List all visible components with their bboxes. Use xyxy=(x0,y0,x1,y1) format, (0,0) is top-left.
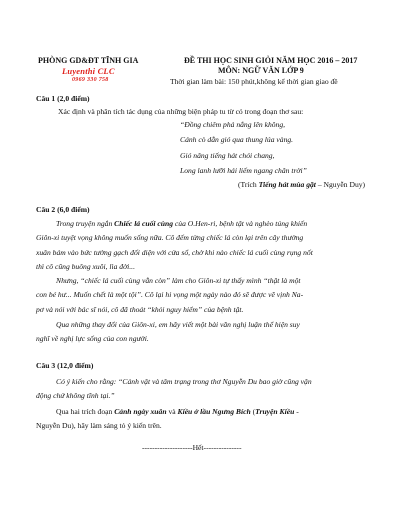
exam-page: PHÒNG GD&ĐT TĨNH GIA Luyenthi CLC 0969 330 758 ĐỀ THI HỌC SINH GIỎI NĂM HỌC 2016 – 2017 MÔN: NGỮ VĂN LỚP 9 Thời gian làm bài: 150 phút,không kể thời gian giao đề Câu 1 (2,0 điểm) Xác định và phân tích tác dụng của những biện pháp tu từ có trong đoạn thơ sau: “Đồng chiêm phả nắng lên không, Cánh cò dẫn gió qua thung lúa vàng. Gió nâng tiếng hát chói chang, Long lanh lưỡi hái liếm ngang chân trời” (Trích Tiếng hát mùa gặt – Nguyễn Duy) Câu 2 (6,0 điểm) Trong truyện ngắn Chiếc lá cuối cùng của O.Hen-ri, bệnh tật và nghèo túng khiến Giôn-xi tuyệt vọng không muốn sống nữa. Cô đếm từng chiếc lá còn lại trên cây thường xuân bám vào bức tường gạch đối diện với cửa sổ, chờ khi nào chiếc lá cuối cùng rụng nốt thì cô cũng buông xuôi, lìa đời... Nhưng, “chiếc lá cuối cùng vẫn còn” làm cho Giôn-xi tự thấy mình “thật là một con bé hư... Muốn chết là một tội”. Cô lại hi vọng một ngày nào đó sẽ được vẽ vịnh Na- pơ và nói với bác sĩ nói, cô đã thoát “khỏi nguy hiểm” của bệnh tật. Qua những thay đổi của Giôn-xi, em hãy viết một bài văn nghị luận thể hiện suy nghĩ về nghị lực sống của con người. Câu 3 (12,0 điểm) Có ý kiến cho rằng: “Cảnh vật và tâm trạng trong thơ Nguyễn Du bao giờ cũng vận động chứ không tĩnh tại.” Qua hai trích đoạn Cảnh ngày xuân và Kiều ở lầu Ngưng Bích (Truyện Kiều - Nguyễn Du), hãy làm sáng tỏ ý kiến trên. --------------------Hết--------------- xyxy=(0,0,400,518)
q2-p1-line2: Giôn-xi tuyệt vọng không muốn sống nữa. Cô đếm từng chiếc lá còn lại trên cây thường xyxy=(36,233,304,243)
q2-heading: Câu 2 (6,0 điểm) xyxy=(36,205,90,214)
citation-work: Tiếng hát mùa gặt xyxy=(258,180,316,189)
story-title: Chiếc lá cuối cùng xyxy=(114,219,174,228)
q2-paragraph-2 xyxy=(36,276,370,314)
text: và xyxy=(166,407,178,416)
q2-p2-line2: con bé hư... Muốn chết là một tội”. Cô lại hi vọng một ngày nào đó sẽ được vẽ vịnh Na- xyxy=(36,290,304,300)
q2-p2-line3: pơ và nói với bác sĩ nói, cô đã thoát “khỏi nguy hiểm” của bệnh tật. xyxy=(36,304,244,314)
q3-heading: Câu 3 (12,0 điểm) xyxy=(36,361,94,370)
exam-title: ĐỀ THI HỌC SINH GIỎI NĂM HỌC 2016 – 2017 xyxy=(184,56,358,65)
citation-prefix: (Trích xyxy=(238,180,259,189)
exam-time: Thời gian làm bài: 150 phút,không kể thời gian giao đề xyxy=(170,77,338,86)
work-title: Cảnh ngày xuân xyxy=(114,407,167,416)
text: của O.Hen-ri, bệnh tật và nghèo túng khiến xyxy=(173,219,308,228)
q2-paragraph-1 xyxy=(36,219,370,272)
q2-p1-line1 xyxy=(36,219,370,228)
text: - xyxy=(294,407,299,416)
work-title: Kiều ở lầu Ngưng Bích xyxy=(177,407,251,416)
q2-p1-line3: xuân bám vào bức tường gạch đối diện với cửa sổ, chờ khi nào chiếc lá cuối cùng rụng nốt xyxy=(36,247,313,257)
q2-p1-line4: thì cô cũng buông xuôi, lìa đời... xyxy=(36,262,135,272)
q3-paragraph-2 xyxy=(36,407,370,431)
text: ( xyxy=(250,407,256,416)
text: Trong truyện ngắn xyxy=(56,219,115,228)
citation-suffix: – Nguyễn Duy) xyxy=(315,180,366,189)
q3-p2-line1 xyxy=(36,407,370,416)
q2-p3-line2: nghĩ về nghị lực sống của con người. xyxy=(36,334,149,344)
end-marker: --------------------Hết--------------- xyxy=(142,443,242,452)
watermark-logo-phone: 0969 330 758 xyxy=(72,77,109,83)
watermark-logo-name: Luyenthi CLC xyxy=(62,66,115,76)
work-title: Truyện Kiều xyxy=(255,407,295,416)
q1-heading: Câu 1 (2,0 điểm) xyxy=(36,94,90,103)
q2-paragraph-3 xyxy=(36,320,370,344)
q1-citation xyxy=(238,180,365,189)
q2-p2-line1: Nhưng, “chiếc lá cuối cùng vẫn còn” làm cho Giôn-xi tự thấy mình “thật là một xyxy=(56,276,301,285)
department-name: PHÒNG GD&ĐT TĨNH GIA xyxy=(38,56,139,65)
q3-p1-line2: động chứ không tĩnh tại.” xyxy=(36,391,115,401)
q3-p2-line2: Nguyễn Du), hãy làm sáng tỏ ý kiến trên. xyxy=(36,421,162,431)
q3-p1-line1: Có ý kiến cho rằng: “Cảnh vật và tâm trạng trong thơ Nguyễn Du bao giờ cũng vận xyxy=(56,377,312,386)
q2-p3-line1: Qua những thay đổi của Giôn-xi, em hãy viết một bài văn nghị luận thể hiện suy xyxy=(56,320,300,329)
q1-prompt: Xác định và phân tích tác dụng của những biện pháp tu từ có trong đoạn thơ sau: xyxy=(58,107,304,116)
text: Qua hai trích đoạn xyxy=(56,407,115,416)
exam-subject: MÔN: NGỮ VĂN LỚP 9 xyxy=(218,66,304,75)
q3-paragraph-1 xyxy=(36,377,370,401)
